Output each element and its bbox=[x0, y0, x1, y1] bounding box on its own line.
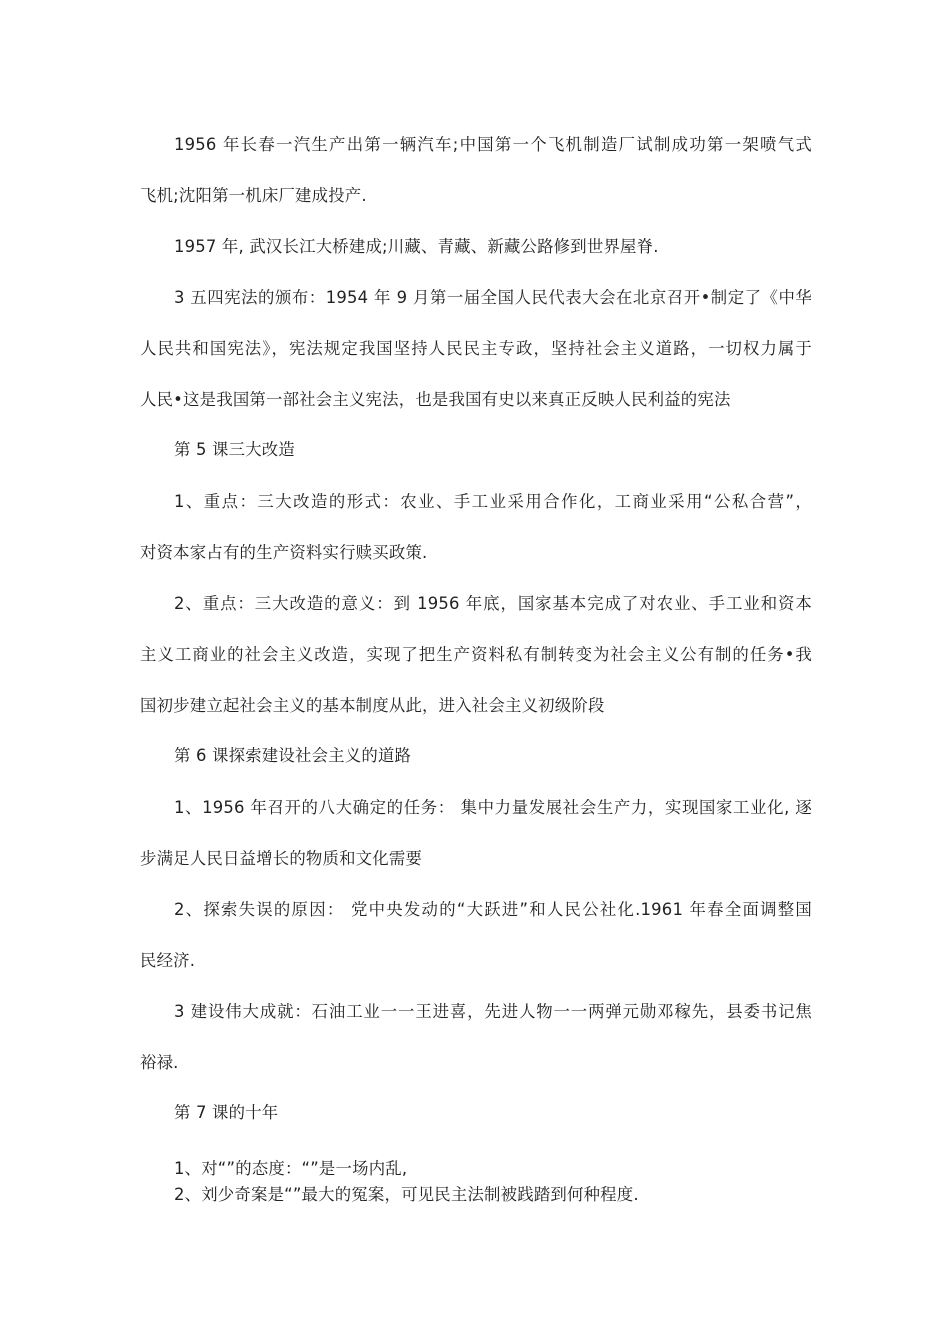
paragraph-line: 民经济. bbox=[140, 951, 196, 970]
paragraph-line: 2、重点：三大改造的意义：到 1956 年底，国家基本完成了对农业、手工业和资本 bbox=[174, 594, 812, 613]
paragraph-line: 人民•这是我国第一部社会主义宪法，也是我国有史以来真正反映人民利益的宪法 bbox=[140, 390, 731, 409]
section-heading: 第 7 课的十年 bbox=[174, 1103, 279, 1122]
paragraph-line: 1957 年, 武汉长江大桥建成;川藏、青藏、新藏公路修到世界屋脊. bbox=[174, 237, 659, 256]
paragraph-line: 3 建设伟大成就：石油工业一一王进喜，先进人物一一两弹元勋邓稼先，县委书记焦 bbox=[174, 1002, 812, 1021]
paragraph-line: 国初步建立起社会主义的基本制度从此，进入社会主义初级阶段 bbox=[140, 696, 605, 715]
paragraph-line: 主义工商业的社会主义改造，实现了把生产资料私有制转变为社会主义公有制的任务•我 bbox=[140, 645, 812, 664]
paragraph-line: 对资本家占有的生产资料实行赎买政策. bbox=[140, 543, 428, 562]
paragraph-line: 1956 年长春一汽生产出第一辆汽车;中国第一个飞机制造厂试制成功第一架喷气式 bbox=[174, 135, 812, 154]
paragraph-line: 2、探索失误的原因： 党中央发动的“大跃进”和人民公社化.1961 年春全面调整国 bbox=[174, 900, 812, 919]
paragraph-line: 裕禄. bbox=[140, 1053, 179, 1072]
paragraph-line: 1、1956 年召开的八大确定的任务： 集中力量发展社会生产力，实现国家工业化, 逐 bbox=[174, 798, 812, 817]
paragraph-line: 3 五四宪法的颁布：1954 年 9 月第一届全国人民代表大会在北京召开•制定了《中华 bbox=[174, 288, 812, 307]
paragraph-line: 2、刘少奇案是“”最大的冤案，可见民主法制被践踏到何种程度. bbox=[174, 1185, 639, 1204]
paragraph-line: 1、重点：三大改造的形式：农业、手工业采用合作化，工商业采用“公私合营”， bbox=[174, 492, 812, 511]
paragraph-line: 人民共和国宪法》，宪法规定我国坚持人民民主专政，坚持社会主义道路，一切权力属于 bbox=[140, 339, 812, 358]
paragraph-line: 步满足人民日益增长的物质和文化需要 bbox=[140, 849, 423, 868]
paragraph-line: 飞机;沈阳第一机床厂建成投产. bbox=[140, 186, 367, 205]
paragraph-line: 1、对“”的态度：“”是一场内乱, bbox=[174, 1159, 408, 1178]
section-heading: 第 5 课三大改造 bbox=[174, 440, 295, 459]
section-heading: 第 6 课探索建设社会主义的道路 bbox=[174, 746, 412, 765]
